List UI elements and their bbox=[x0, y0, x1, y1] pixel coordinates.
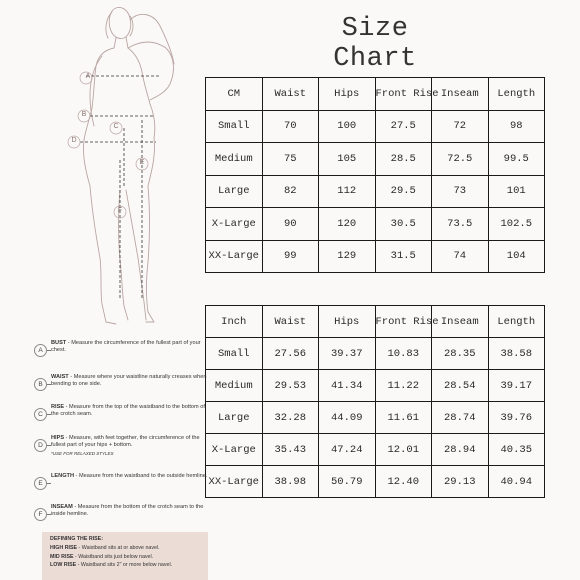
table-cell: 30.5 bbox=[375, 208, 432, 241]
legend-badge: A bbox=[34, 344, 47, 357]
table-cell: 12.40 bbox=[375, 466, 432, 498]
legend-description: - Measure from the bottom of the crotch seam to the inside hemline. bbox=[51, 504, 204, 517]
table-cell: 105 bbox=[319, 143, 376, 176]
table-cell: 28.5 bbox=[375, 143, 432, 176]
table-header-row bbox=[206, 78, 545, 111]
table-row bbox=[206, 175, 545, 208]
table-cell: 44.09 bbox=[319, 402, 376, 434]
table-cell: 27.56 bbox=[262, 338, 319, 370]
marker-c-label: C bbox=[113, 123, 119, 130]
table-cell: 74 bbox=[432, 240, 489, 273]
rise-label: MID RISE bbox=[50, 553, 74, 560]
table-cell: 41.34 bbox=[319, 370, 376, 402]
legend-badge: C bbox=[34, 408, 47, 421]
table-header-cell: CM bbox=[206, 78, 263, 111]
rise-label: LOW RISE bbox=[50, 562, 77, 568]
table-cell: 38.98 bbox=[262, 466, 319, 498]
table-header-cell: Hips bbox=[319, 306, 376, 338]
table-cell: 38.58 bbox=[488, 338, 545, 370]
table-cell: 75 bbox=[262, 143, 319, 176]
table-cell: Medium bbox=[206, 143, 263, 176]
table-header-cell: Front Rise bbox=[375, 306, 432, 338]
table-cell: 40.94 bbox=[488, 466, 545, 498]
rise-definition-item bbox=[50, 561, 200, 570]
table-header-cell: Length bbox=[488, 306, 545, 338]
table-cell: X-Large bbox=[206, 434, 263, 466]
table-row bbox=[206, 240, 545, 273]
table-cell: 50.79 bbox=[319, 466, 376, 498]
table-cell: 39.17 bbox=[488, 370, 545, 402]
legend-description: - Measure the circumference of the fullest part of your chest. bbox=[51, 340, 201, 353]
table-cell: 29.5 bbox=[375, 175, 432, 208]
marker-b-label: B bbox=[81, 111, 87, 118]
table-row bbox=[206, 143, 545, 176]
table-header-cell: Length bbox=[488, 78, 545, 111]
legend-term: LENGTH bbox=[51, 473, 74, 479]
table-cell: 112 bbox=[319, 175, 376, 208]
table-cell: 73.5 bbox=[432, 208, 489, 241]
table-header-cell: Inseam bbox=[432, 306, 489, 338]
table-cell: 11.61 bbox=[375, 402, 432, 434]
table-header-cell: Inch bbox=[206, 306, 263, 338]
rise-definitions-box bbox=[42, 532, 208, 580]
table-cell: X-Large bbox=[206, 208, 263, 241]
size-table-cm bbox=[205, 77, 545, 273]
table-cell: 12.01 bbox=[375, 434, 432, 466]
table-header-cell: Waist bbox=[262, 306, 319, 338]
table-row bbox=[206, 466, 545, 498]
table-cell: Small bbox=[206, 338, 263, 370]
page-title: Size Chart bbox=[333, 14, 417, 74]
table-cell: 31.5 bbox=[375, 240, 432, 273]
legend-description: - Measure, with feet together, the circumference of the fullest part of your hips + bottom. bbox=[51, 435, 200, 448]
legend-term: HIPS bbox=[51, 435, 65, 441]
table-header-cell: Inseam bbox=[432, 78, 489, 111]
marker-f-label: F bbox=[117, 207, 123, 214]
table-cell: 39.37 bbox=[319, 338, 376, 370]
rise-text: - Waistband sits 2" or more below navel. bbox=[76, 562, 173, 568]
body-figure-illustration bbox=[50, 0, 210, 340]
table-cell: 35.43 bbox=[262, 434, 319, 466]
legend-badge: F bbox=[34, 508, 47, 521]
table-cell: 104 bbox=[488, 240, 545, 273]
table-row bbox=[206, 338, 545, 370]
table-header-row bbox=[206, 306, 545, 338]
table-row bbox=[206, 434, 545, 466]
rise-label: HIGH RISE bbox=[50, 545, 78, 551]
table-cell: 99 bbox=[262, 240, 319, 273]
table-cell: 28.94 bbox=[432, 434, 489, 466]
table-cell: 99.5 bbox=[488, 143, 545, 176]
legend-description: - Measure from the top of the waistband to the bottom of the crotch seam. bbox=[51, 404, 205, 417]
legend-badge: B bbox=[34, 378, 47, 391]
table-cell: 90 bbox=[262, 208, 319, 241]
table-cell: Medium bbox=[206, 370, 263, 402]
table-row bbox=[206, 402, 545, 434]
legend-term: WAIST bbox=[51, 374, 69, 380]
table-cell: 40.35 bbox=[488, 434, 545, 466]
legend-badge: D bbox=[34, 439, 47, 452]
table-cell: 72.5 bbox=[432, 143, 489, 176]
table-cell: 72 bbox=[432, 110, 489, 143]
table-cell: 73 bbox=[432, 175, 489, 208]
table-cell: 102.5 bbox=[488, 208, 545, 241]
table-header-cell: Front Rise bbox=[375, 78, 432, 111]
table-row bbox=[206, 370, 545, 402]
legend-description: - Measure where your waistline naturally creases when bending to one side. bbox=[51, 374, 207, 387]
table-cell: 28.35 bbox=[432, 338, 489, 370]
table-cell: 29.53 bbox=[262, 370, 319, 402]
table-cell: Large bbox=[206, 175, 263, 208]
marker-e-label: E bbox=[139, 159, 145, 166]
table-cell: 39.76 bbox=[488, 402, 545, 434]
table-cell: 32.28 bbox=[262, 402, 319, 434]
legend-term: RISE bbox=[51, 404, 65, 410]
marker-a-label: A bbox=[85, 73, 91, 80]
rise-definition-item bbox=[50, 553, 200, 562]
table-cell: 29.13 bbox=[432, 466, 489, 498]
table-cell: 10.83 bbox=[375, 338, 432, 370]
table-cell: 70 bbox=[262, 110, 319, 143]
legend-badge: E bbox=[34, 477, 47, 490]
table-cell: XX-Large bbox=[206, 466, 263, 498]
table-cell: 129 bbox=[319, 240, 376, 273]
legend-term: INSEAM bbox=[51, 504, 73, 510]
legend-description: - Measure from the waistband to the outside hemline. bbox=[74, 473, 208, 479]
table-cell: 28.54 bbox=[432, 370, 489, 402]
rise-text: - Waistband sits just below navel. bbox=[73, 553, 154, 560]
table-cell: 27.5 bbox=[375, 110, 432, 143]
rise-definition-item bbox=[50, 544, 200, 553]
table-cell: 82 bbox=[262, 175, 319, 208]
rise-definitions-title: DEFINING THE RISE: bbox=[50, 536, 103, 542]
legend-term: BUST bbox=[51, 340, 67, 346]
table-cell: XX-Large bbox=[206, 240, 263, 273]
table-row bbox=[206, 208, 545, 241]
table-cell: 120 bbox=[319, 208, 376, 241]
table-header-cell: Hips bbox=[319, 78, 376, 111]
rise-text: - Waistband sits at or above navel. bbox=[77, 545, 160, 551]
table-row bbox=[206, 110, 545, 143]
size-table-inch bbox=[205, 305, 545, 498]
marker-d-label: D bbox=[71, 137, 77, 144]
table-cell: 98 bbox=[488, 110, 545, 143]
table-cell: 100 bbox=[319, 110, 376, 143]
table-cell: 47.24 bbox=[319, 434, 376, 466]
legend-note: *USE FOR RELAXED STYLES bbox=[51, 451, 114, 456]
table-cell: Small bbox=[206, 110, 263, 143]
table-cell: 101 bbox=[488, 175, 545, 208]
table-cell: 11.22 bbox=[375, 370, 432, 402]
table-cell: 28.74 bbox=[432, 402, 489, 434]
table-cell: Large bbox=[206, 402, 263, 434]
table-header-cell: Waist bbox=[262, 78, 319, 111]
